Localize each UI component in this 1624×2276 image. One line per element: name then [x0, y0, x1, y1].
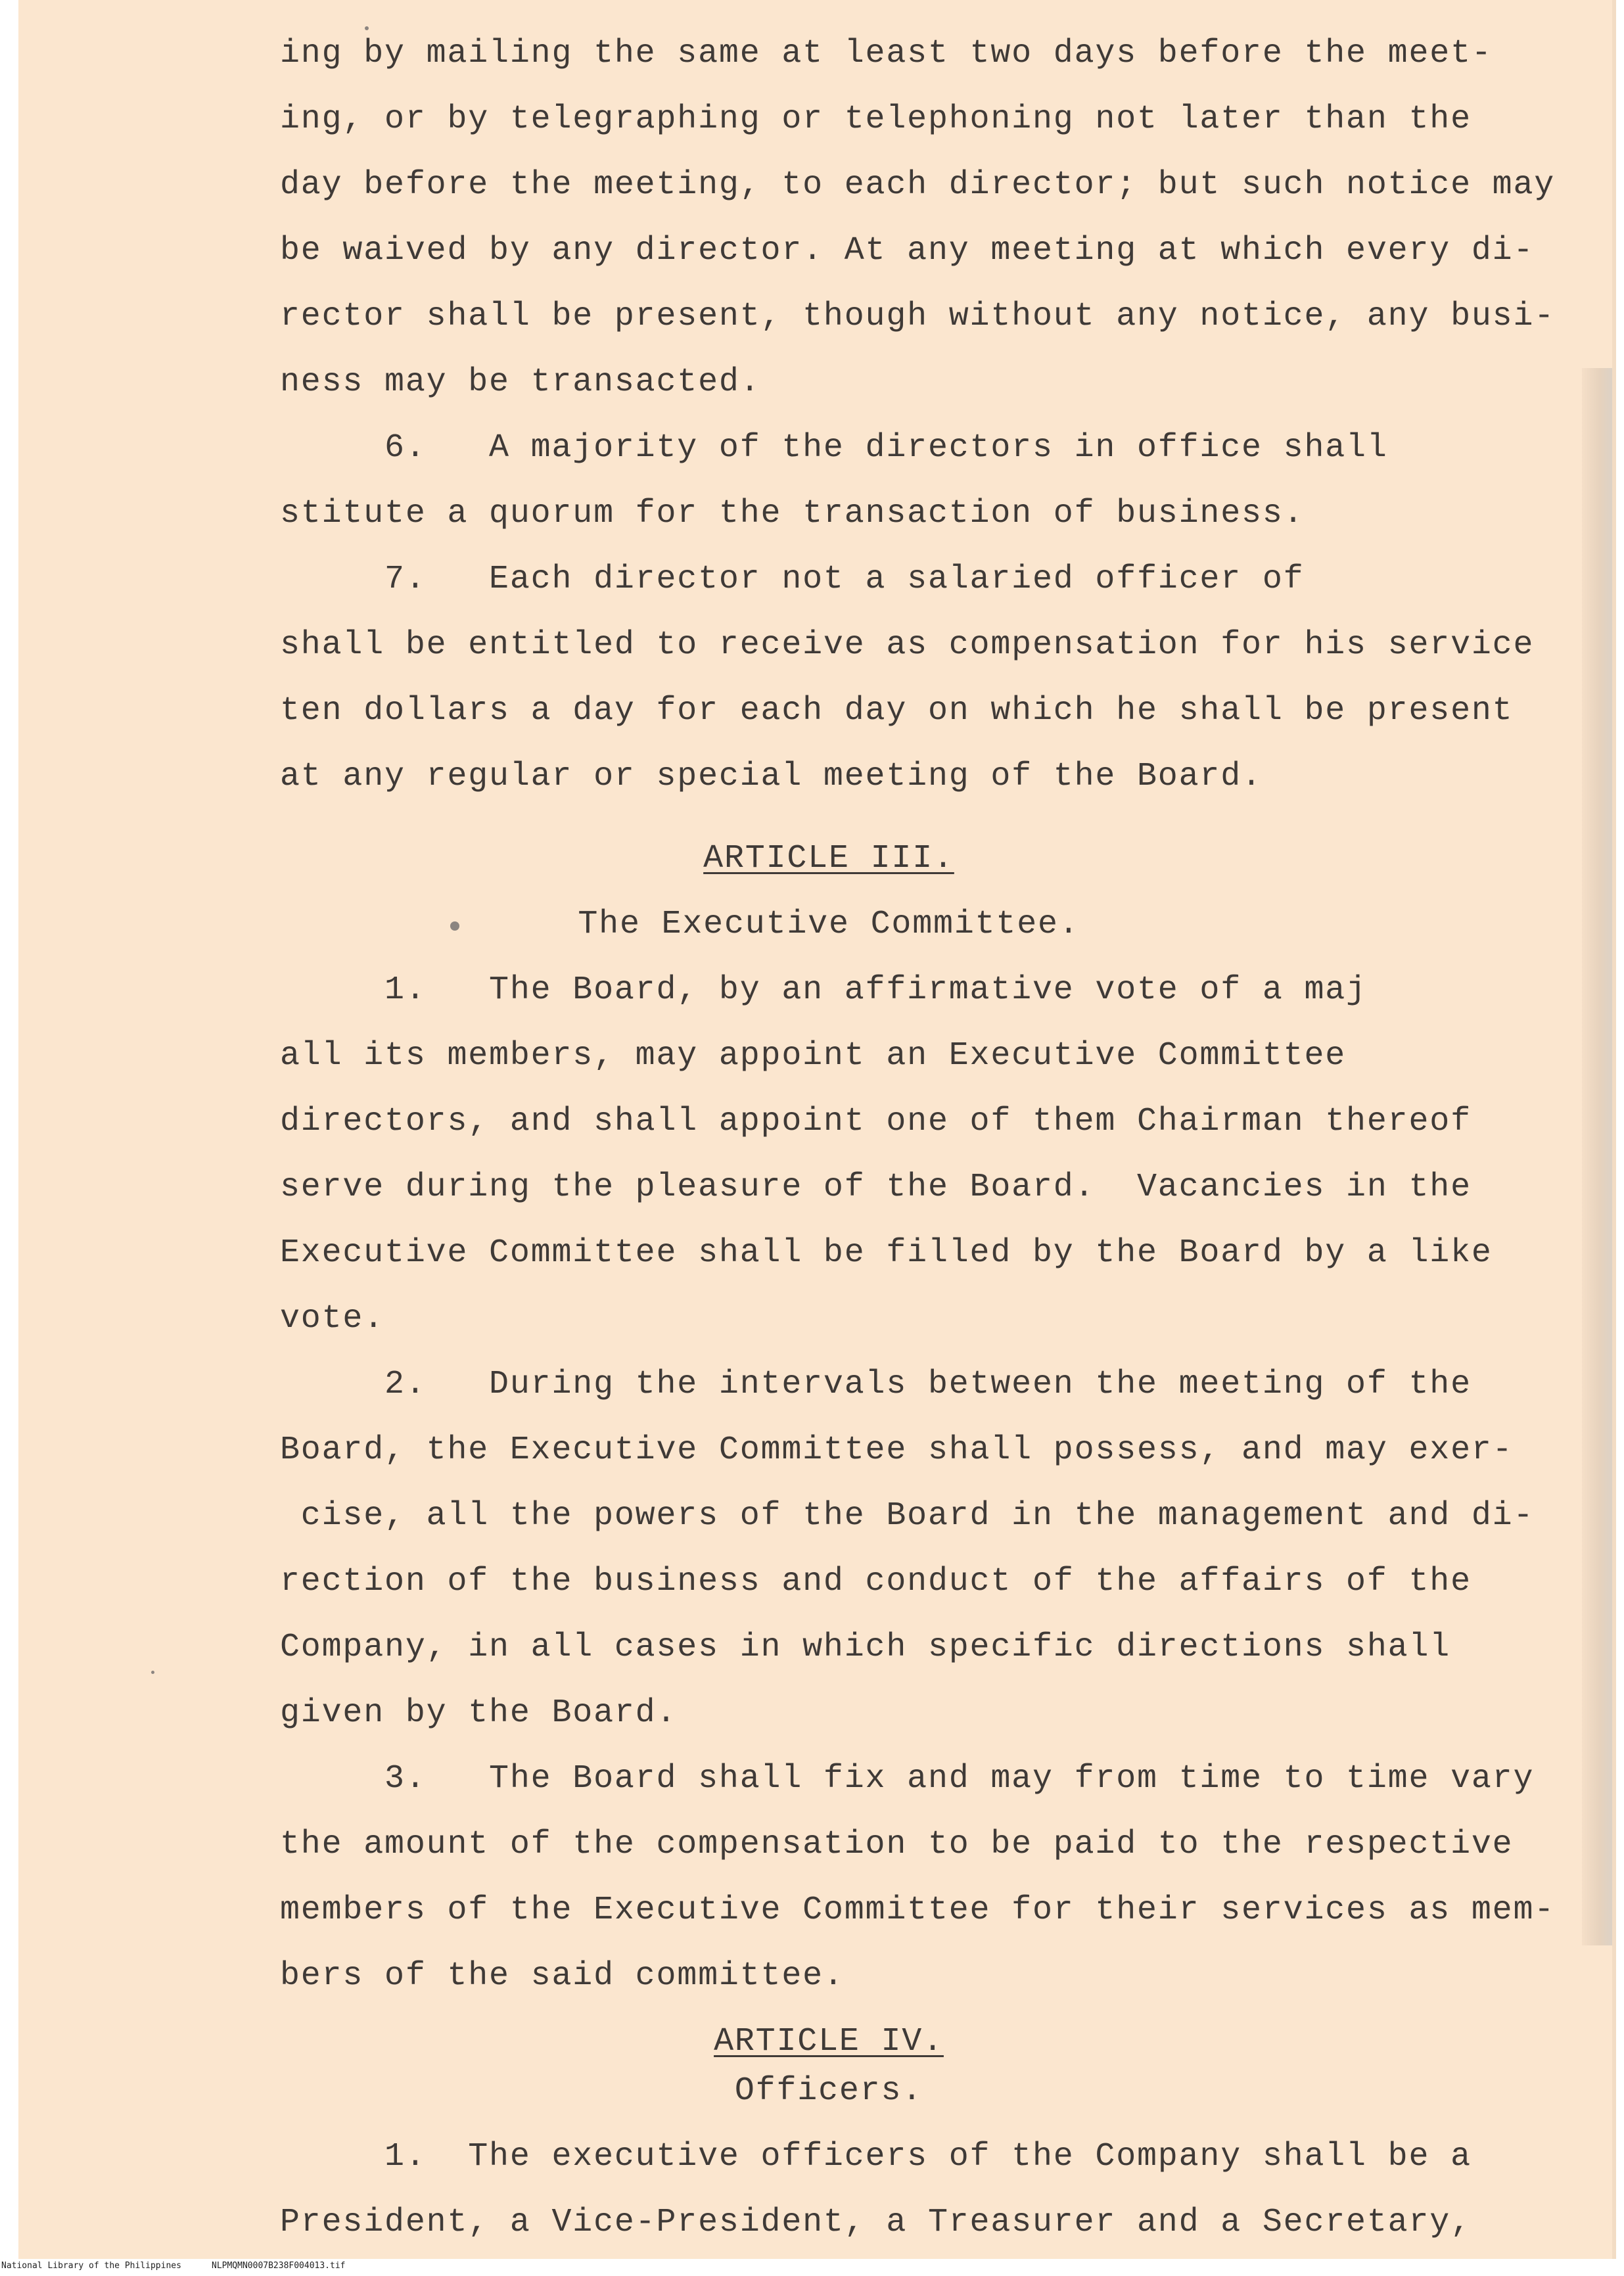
- text-line: bers of the said committee.: [280, 1957, 845, 1995]
- text-line: ten dollars a day for each day on which he shall be present: [280, 692, 1514, 730]
- text-line: the amount of the compensation to be paid to the respective: [280, 1826, 1514, 1863]
- text-line: 1. The executive officers of the Company shall be a: [280, 2138, 1472, 2175]
- text-line: ness may be transacted.: [280, 363, 761, 401]
- text-line: all its members, may appoint an Executive Committee: [280, 1037, 1347, 1075]
- text-line: serve during the pleasure of the Board. Vacancies in the: [280, 1169, 1472, 1206]
- text-line: Board, the Executive Committee shall possess, and may exer-: [280, 1431, 1514, 1469]
- article-4-heading-text: ARTICLE IV.: [714, 2023, 944, 2060]
- document-body: [280, 33, 1556, 2241]
- document-page: [18, 0, 1612, 2261]
- text-line: stitute a quorum for the transaction of business.: [280, 495, 1305, 532]
- text-line: 7. Each director not a salaried officer of: [280, 561, 1305, 598]
- text-line: be waived by any director. At any meeting at which every di-: [280, 232, 1535, 269]
- text-line: 1. The Board, by an affirmative vote of a maj: [280, 971, 1367, 1009]
- text-line: at any regular or special meeting of the Board.: [280, 758, 1263, 795]
- text-line: vote.: [280, 1300, 385, 1337]
- text-line: ing by mailing the same at least two days before the meet-: [280, 35, 1493, 72]
- article-3-heading: [195, 838, 1463, 880]
- text-line: day before the meeting, to each director; but such notice may: [280, 166, 1556, 204]
- paper-speck: [365, 26, 369, 30]
- article-3-subheading: The Executive Committee.: [578, 906, 1080, 943]
- paper-speck: [151, 1671, 154, 1674]
- text-line: 6. A majority of the directors in office shall: [280, 429, 1388, 467]
- paper-speck: [450, 921, 459, 931]
- article-3-heading-text: ARTICLE III.: [703, 840, 954, 877]
- page-edge-shadow: [1582, 368, 1612, 1945]
- text-line: Executive Committee shall be filled by the Board by a like: [280, 1234, 1493, 1272]
- text-line: rection of the business and conduct of the affairs of the: [280, 1563, 1472, 1600]
- text-line: shall be entitled to receive as compensation for his service: [280, 626, 1535, 664]
- article-4-heading: [195, 2021, 1463, 2063]
- text-line: directors, and shall appoint one of them Chairman thereof: [280, 1103, 1472, 1140]
- text-line: cise, all the powers of the Board in the management and di-: [280, 1497, 1535, 1535]
- text-line: 2. During the intervals between the meeting of the: [280, 1366, 1472, 1403]
- scan-footer: [0, 2259, 1624, 2273]
- text-line: President, a Vice-President, a Treasurer and a Secretary,: [280, 2204, 1472, 2241]
- article-4-subheading: Officers.: [734, 2072, 923, 2110]
- text-line: rector shall be present, though without any notice, any busi-: [280, 298, 1556, 335]
- text-line: members of the Executive Committee for their services as mem-: [280, 1892, 1556, 1929]
- text-line: given by the Board.: [280, 1694, 678, 1732]
- footer-library: National Library of the Philippines: [1, 2261, 181, 2271]
- text-line: ing, or by telegraphing or telephoning not later than the: [280, 101, 1472, 138]
- text-line: Company, in all cases in which specific directions shall: [280, 1629, 1451, 1666]
- text-line: 3. The Board shall fix and may from time to time vary: [280, 1760, 1535, 1798]
- footer-file-id: NLPMQMN0007B238F004013.tif: [212, 2261, 346, 2271]
